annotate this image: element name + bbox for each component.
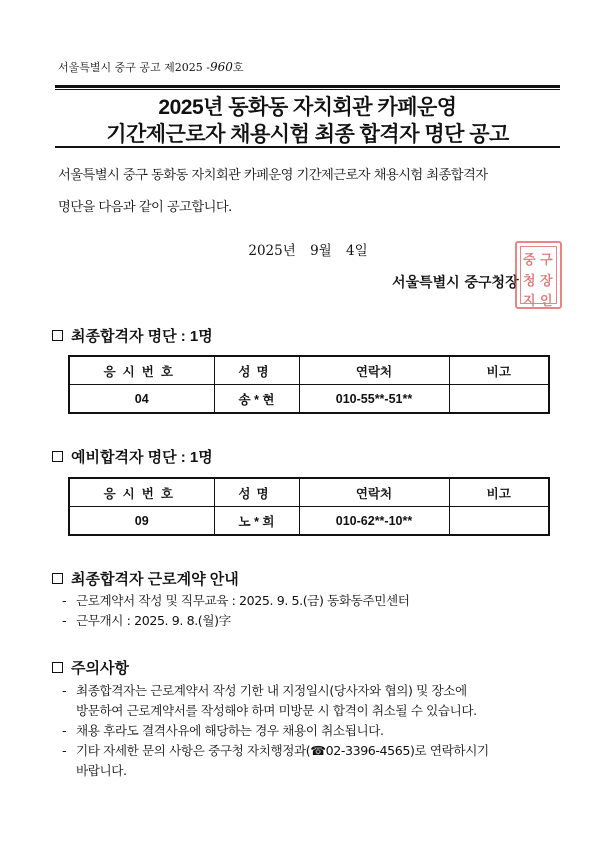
cell-number: 09 (69, 507, 214, 536)
notes-list (62, 681, 489, 781)
final-section-heading (52, 325, 213, 346)
cell-name: 송 * 현 (214, 385, 299, 414)
seal-char: 장 (540, 274, 553, 289)
title-rule-bottom (55, 146, 560, 148)
column-header-name: 성명 (214, 478, 299, 507)
notes-heading-text: 주의사항 (71, 660, 129, 677)
contract-list (62, 591, 410, 631)
seal-char: 중 (523, 253, 536, 268)
page-title-line2: 기간제근로자 채용시험 최종 합격자 명단 공고 (106, 123, 509, 146)
list-item: - 최종합격자는 근로계약서 작성 기한 내 지정일시(당사자와 협의) 및 장소에 (62, 683, 467, 698)
doc-number-handwritten: 960 (209, 60, 233, 74)
seal-char: 구 (540, 253, 553, 268)
issuer-name: 서울특별시 중구청장 (392, 275, 519, 291)
cell-note (449, 507, 549, 536)
column-header-note: 비고 (449, 356, 549, 385)
intro-line: 서울특별시 중구 동화동 자치회관 카페운영 기간제근로자 채용시험 최종합격자 (58, 168, 488, 183)
announcement-date (58, 239, 558, 259)
column-header-note: 비고 (449, 478, 549, 507)
reserve-table (68, 477, 550, 536)
date-day: 4일 (346, 243, 368, 259)
list-item: - 근무개시 : 2025. 9. 8.(월)字 (62, 613, 231, 628)
column-header-name: 성명 (214, 356, 299, 385)
list-item-text: 근무개시 : 2025. 9. 8.(월)字 (76, 613, 231, 628)
table-row (69, 385, 549, 414)
list-item-continuation: 방문하여 근로계약서를 작성해야 하며 미방문 시 합격이 취소될 수 있습니다. (76, 703, 477, 718)
reserve-section-heading (52, 446, 213, 467)
title-rule-top-thin (55, 89, 560, 90)
list-item-text: 근로계약서 작성 및 직무교육 : 2025. 9. 5.(금) 동화동주민센터 (76, 593, 410, 608)
doc-number-suffix: 호 (232, 61, 244, 74)
intro-line: 명단을 다음과 같이 공고합니다. (58, 200, 232, 215)
date-year: 2025년 (248, 243, 296, 259)
list-item-continuation: 바랍니다. (76, 763, 127, 778)
seal-char: 인 (540, 294, 553, 309)
list-item-text: 최종합격자는 근로계약서 작성 기한 내 지정일시(당사자와 협의) 및 장소에 (76, 683, 467, 698)
column-header-phone: 연락처 (299, 478, 449, 507)
reserve-heading-text: 예비합격자 명단 : 1명 (71, 449, 213, 466)
doc-number-prefix: 서울특별시 중구 공고 제2025 - (58, 61, 210, 74)
intro-paragraph (58, 160, 558, 224)
document-number (58, 59, 244, 75)
notes-section-heading (52, 657, 129, 678)
official-seal-icon (515, 241, 562, 309)
table-row (69, 507, 549, 536)
column-header-number: 응시번호 (69, 356, 214, 385)
column-header-number: 응시번호 (69, 478, 214, 507)
list-item-text: 기타 자세한 문의 사항은 중구청 자치행정과(☎02-3396-4565)로 연락하시기 (76, 743, 489, 758)
contract-heading-text: 최종합격자 근로계약 안내 (71, 571, 239, 588)
checkbox-square-icon (52, 451, 63, 462)
date-month: 9월 (310, 243, 332, 259)
cell-phone: 010-62**-10** (299, 507, 449, 536)
table-header-row (69, 478, 549, 507)
list-item: - 근로계약서 작성 및 직무교육 : 2025. 9. 5.(금) 동화동주민센터 (62, 593, 410, 608)
column-header-phone: 연락처 (299, 356, 449, 385)
list-item: - 기타 자세한 문의 사항은 중구청 자치행정과(☎02-3396-4565)로 연락하시기 (62, 743, 489, 758)
cell-number: 04 (69, 385, 214, 414)
seal-char: 지 (523, 294, 536, 309)
list-item-text: 채용 후라도 결격사유에 해당하는 경우 채용이 취소됩니다. (76, 723, 384, 738)
page-title-line1: 2025년 동화동 자치회관 카페운영 (158, 96, 457, 119)
cell-note (449, 385, 549, 414)
checkbox-square-icon (52, 662, 63, 673)
list-item: - 채용 후라도 결격사유에 해당하는 경우 채용이 취소됩니다. (62, 723, 384, 738)
final-table (68, 355, 550, 414)
checkbox-square-icon (52, 573, 63, 584)
final-heading-text: 최종합격자 명단 : 1명 (71, 328, 213, 345)
checkbox-square-icon (52, 330, 63, 341)
cell-phone: 010-55**-51** (299, 385, 449, 414)
table-header-row (69, 356, 549, 385)
seal-char: 청 (523, 274, 536, 289)
title-rule-top (55, 85, 560, 88)
cell-name: 노 * 희 (214, 507, 299, 536)
contract-section-heading (52, 568, 239, 589)
